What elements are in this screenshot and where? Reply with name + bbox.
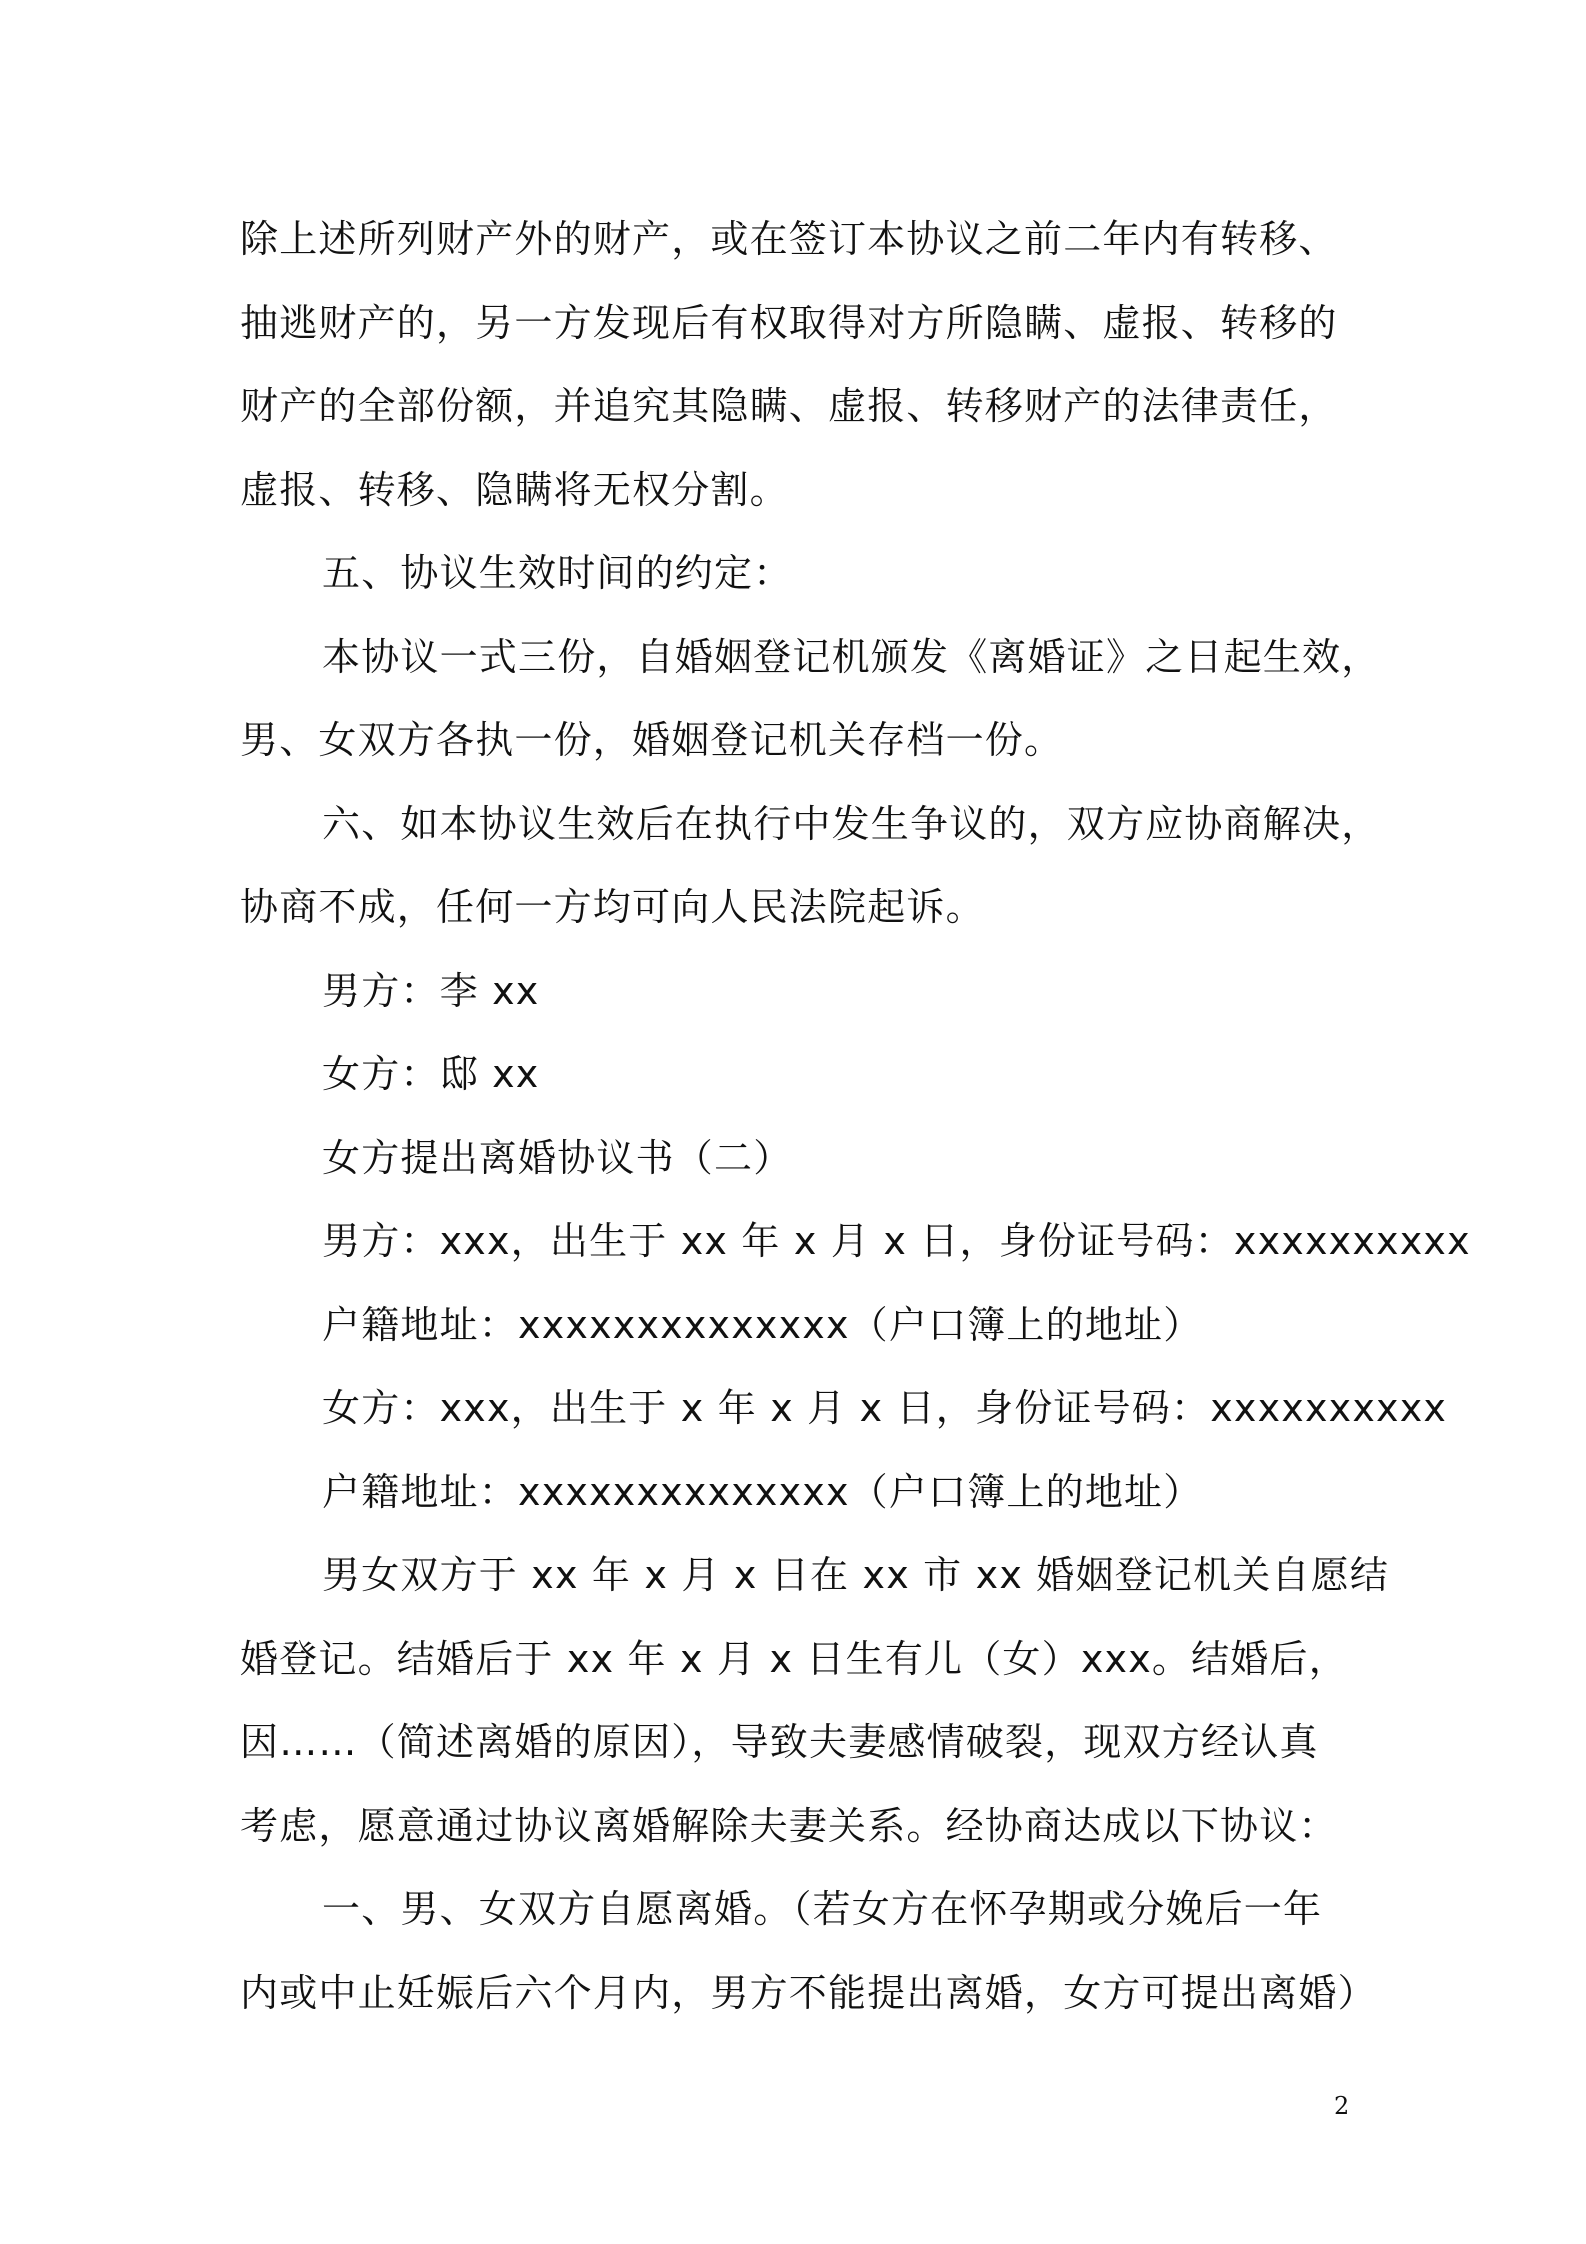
text-line: 考虑，愿意通过协议离婚解除夫妻关系。经协商达成以下协议： [240,1803,1338,1848]
male-address-line: 户籍地址：xxxxxxxxxxxxxx（户口簿上的地址） [322,1302,1203,1347]
text-line: 因……（简述离婚的原因），导致夫妻感情破裂，现双方经认真 [240,1720,1319,1764]
female-address-line: 户籍地址：xxxxxxxxxxxxxx（户口簿上的地址） [322,1469,1203,1514]
text-line: 婚登记。结婚后于 xx 年 x 月 x 日生有儿（女）xxx。结婚后， [240,1636,1348,1681]
male-info-line: 男方：xxx，出生于 xx 年 x 月 x 日，身份证号码：xxxxxxxxxx [322,1219,1471,1263]
text-line: 除上述所列财产外的财产，或在签订本协议之前二年内有转移、 [240,217,1338,261]
text-line: 抽逃财产的，另一方发现后有权取得对方所隐瞒、虚报、转移的 [240,300,1338,345]
document-body [240,198,1471,2035]
page-number: 2 [1334,2092,1350,2120]
signature-male: 男方：李 xx [322,968,540,1013]
text-line: 六、如本协议生效后在执行中发生争议的，双方应协商解决， [322,801,1381,846]
female-info-line: 女方：xxx，出生于 x 年 x 月 x 日，身份证号码：xxxxxxxxxx [322,1386,1448,1430]
text-line: 男女双方于 xx 年 x 月 x 日在 xx 市 xx 婚姻登记机关自愿结 [322,1553,1390,1597]
text-line: 一、男、女双方自愿离婚。（若女方在怀孕期或分娩后一年 [322,1887,1323,1931]
text-line: 协商不成，任何一方均可向人民法院起诉。 [240,885,985,929]
document-title: 女方提出离婚协议书（二） [322,1135,793,1180]
text-line: 内或中止妊娠后六个月内，男方不能提出离婚，女方可提出离婚） [240,1970,1377,2015]
section-heading: 五、协议生效时间的约定： [322,551,793,595]
text-line: 本协议一式三份，自婚姻登记机颁发《离婚证》之日起生效， [322,634,1381,679]
text-line: 虚报、转移、隐瞒将无权分割。 [240,467,789,512]
signature-female: 女方：邸 xx [322,1052,540,1096]
text-line: 男、女双方各执一份，婚姻登记机关存档一份。 [240,718,1064,762]
text-line: 财产的全部份额，并追究其隐瞒、虚报、转移财产的法律责任， [240,384,1338,428]
